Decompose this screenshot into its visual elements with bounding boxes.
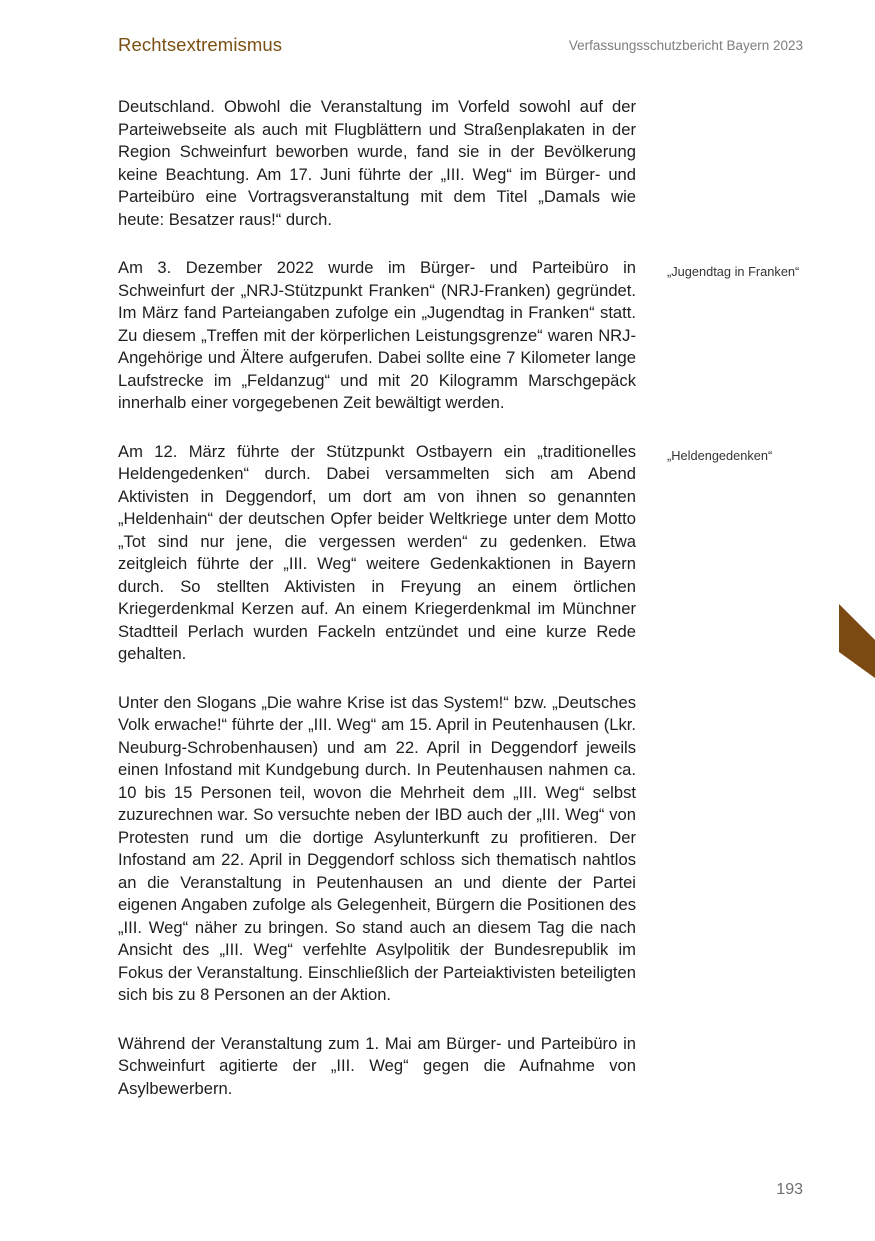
paragraph — [118, 257, 800, 415]
paragraph — [118, 441, 773, 666]
running-header-section: Rechtsextremismus — [118, 34, 283, 55]
paragraph-text: Am 12. März führte der Stützpunkt Ostbayern ein „traditionelles Heldengedenken“ durch. Dabei versammelten sich am Abend Aktivisten in Deggendorf, um dort am von ihnen so genannten „Heldenhain“ der deutschen Opfer beider Weltkriege unter dem Motto „Tot sind nur jene, die vergessen werden“ zu gedenken. Etwa zeitgleich führte der „III. Weg“ weitere Gedenkaktionen in Bayern durch. So stellten Aktivisten in Freyung an einem örtlichen Kriegerdenkmal Kerzen auf. An einem Kriegerdenkmal im Münchner Stadtteil Perlach wurden Fackeln entzündet und eine kurze Rede gehalten. — [118, 441, 636, 663]
paragraph-text: Am 3. Dezember 2022 wurde im Bürger- und Parteibüro in Schweinfurt der „NRJ-Stützpunkt Franken“ (NRJ-Franken) gegründet. Im März fand Parteiangaben zufolge ein „Jugendtag in Franken“ statt. Zu diesem „Treffen mit der körperlichen Leistungsgrenze“ waren NRJ-Angehörige und Ältere aufgerufen. Dabei sollte eine 7 Kilometer lange Laufstrecke im „Feldanzug“ und mit 20 Kilogramm Marschgepäck innerhalb einer vorgegebenen Zeit bewältigt werden. — [118, 258, 636, 412]
chapter-thumb-tab — [839, 604, 875, 678]
paragraph-text: Während der Veranstaltung zum 1. Mai am Bürger- und Parteibüro in Schweinfurt agitierte der „III. Weg“ gegen die Aufnahme von Asylbewerbern. — [118, 1033, 636, 1098]
page-number: 193 — [776, 1181, 803, 1198]
paragraph — [118, 692, 636, 1007]
margin-note-heldengedenken: „Heldengedenken“ — [667, 447, 773, 463]
running-header-report-title: Verfassungsschutzbericht Bayern 2023 — [568, 38, 803, 53]
main-text-column — [118, 96, 800, 1122]
chapter-tab-shape — [839, 604, 875, 678]
paragraph — [118, 1033, 636, 1101]
paragraph-text: Unter den Slogans „Die wahre Krise ist das System!“ bzw. „Deutsches Volk erwache!“ führte der „III. Weg“ am 15. April in Peutenhausen (Lkr. Neuburg-Schrobenhausen) und am 22. April in Deggendorf jeweils einen Infostand mit Kundgebung durch. In Peutenhausen nahmen ca. 10 bis 15 Personen teil, wovon die Mehrheit dem „III. Weg“ selbst zuzurechnen war. So versuchte neben der IBD auch der „III. Weg“ von Protesten rund um die dortige Asylunterkunft zu profitieren. Der Infostand am 22. April in Deggendorf schloss sich thematisch nahtlos an die Veranstaltung in Peutenhausen an und diente der Partei eigenen Angaben zufolge als Gelegenheit, Bürgern die Positionen des „III. Weg“ näher zu bringen. So stand auch an diesem Tag die nach Ansicht des „III. Weg“ verfehlte Asylpolitik der Bundesrepublik im Fokus der Veranstaltung. Einschließlich der Parteiaktivisten beteiligten sich bis zu 8 Personen an der Aktion. — [118, 692, 636, 1004]
paragraph — [118, 96, 636, 231]
margin-note-jugendtag: „Jugendtag in Franken“ — [667, 264, 800, 279]
paragraph-text: Deutschland. Obwohl die Veranstaltung im Vorfeld sowohl auf der Parteiwebseite als auch mit Flugblättern und Straßenplakaten in der Region Schweinfurt beworben wurde, fand sie in der Bevölkerung keine Beachtung. Am 17. Juni führte der „III. Weg“ im Bürger- und Parteibüro eine Vortragsveranstaltung mit dem Titel „Damals wie heute: Besatzer raus!“ durch. — [118, 97, 636, 229]
